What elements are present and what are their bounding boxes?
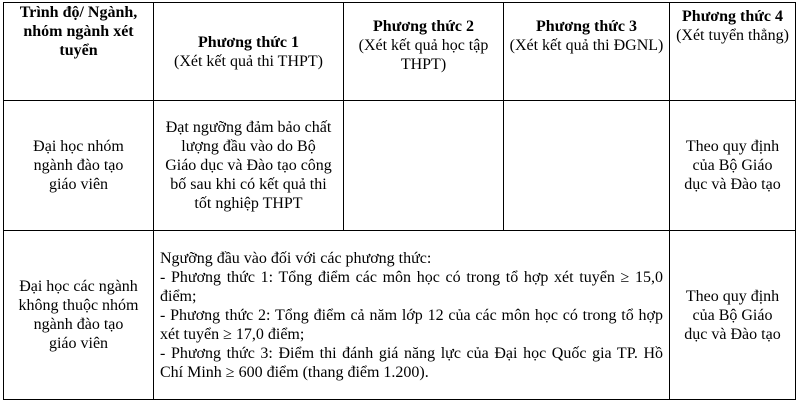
row-2-line-method-1: - Phương thức 1: Tổng điểm các môn học có trong tổ hợp xét tuyển ≥ 15,0 điểm;	[160, 268, 663, 305]
header-method-4-subtitle: (Xét tuyển thẳng)	[676, 27, 789, 44]
row-2-method-4: Theo quy định của Bộ Giáo dục và Đào tạo	[670, 231, 796, 400]
table-row	[4, 101, 796, 231]
header-method-1	[154, 3, 344, 101]
header-method-1-subtitle: (Xét kết quả thi THPT)	[173, 52, 323, 70]
table-row	[4, 231, 796, 400]
admission-methods-table	[3, 2, 796, 400]
header-method-2-subtitle: (Xét kết quả học tập THPT)	[358, 37, 489, 73]
row-1-method-4: Theo quy định của Bộ Giáo dục và Đào tạo	[670, 101, 796, 231]
row-1-level: Đại học nhóm ngành đào tạo giáo viên	[4, 101, 154, 231]
header-method-2-title: Phương thức 2	[373, 18, 474, 35]
header-row	[4, 3, 796, 101]
header-method-4	[670, 3, 796, 101]
row-2-level: Đại học các ngành không thuộc nhóm ngành đào tạo giáo viên	[4, 231, 154, 400]
row-1-method-2	[344, 101, 504, 231]
header-level	[4, 3, 154, 101]
header-level-text: Trình độ/ Ngành, nhóm ngành xét tuyển	[19, 4, 138, 59]
row-1-method-3	[504, 101, 670, 231]
header-method-3	[504, 3, 670, 101]
row-2-line-method-3: - Phương thức 3: Điểm thi đánh giá năng lực của Đại học Quốc gia TP. Hồ Chí Minh ≥ 600 điểm (thang điểm 1.200).	[160, 344, 663, 381]
row-2-merged-methods	[154, 231, 670, 400]
header-method-3-subtitle: (Xét kết quả thi ĐGNL)	[509, 37, 664, 54]
header-method-2	[344, 3, 504, 101]
row-2-line-intro: Ngưỡng đầu vào đối với các phương thức:	[160, 249, 432, 267]
header-method-1-title: Phương thức 1	[198, 33, 299, 51]
header-method-3-title: Phương thức 3	[536, 18, 637, 35]
row-1-method-1: Đạt ngưỡng đảm bảo chất lượng đầu vào do Bộ Giáo dục và Đào tạo công bố sau khi có kết quả thi tốt nghiệp THPT	[154, 101, 344, 231]
row-2-line-method-2: - Phương thức 2: Tổng điểm cả năm lớp 12 của các môn học có trong tổ hợp xét tuyển ≥ 17,0 điểm;	[160, 306, 663, 343]
header-method-4-title: Phương thức 4	[682, 8, 783, 25]
